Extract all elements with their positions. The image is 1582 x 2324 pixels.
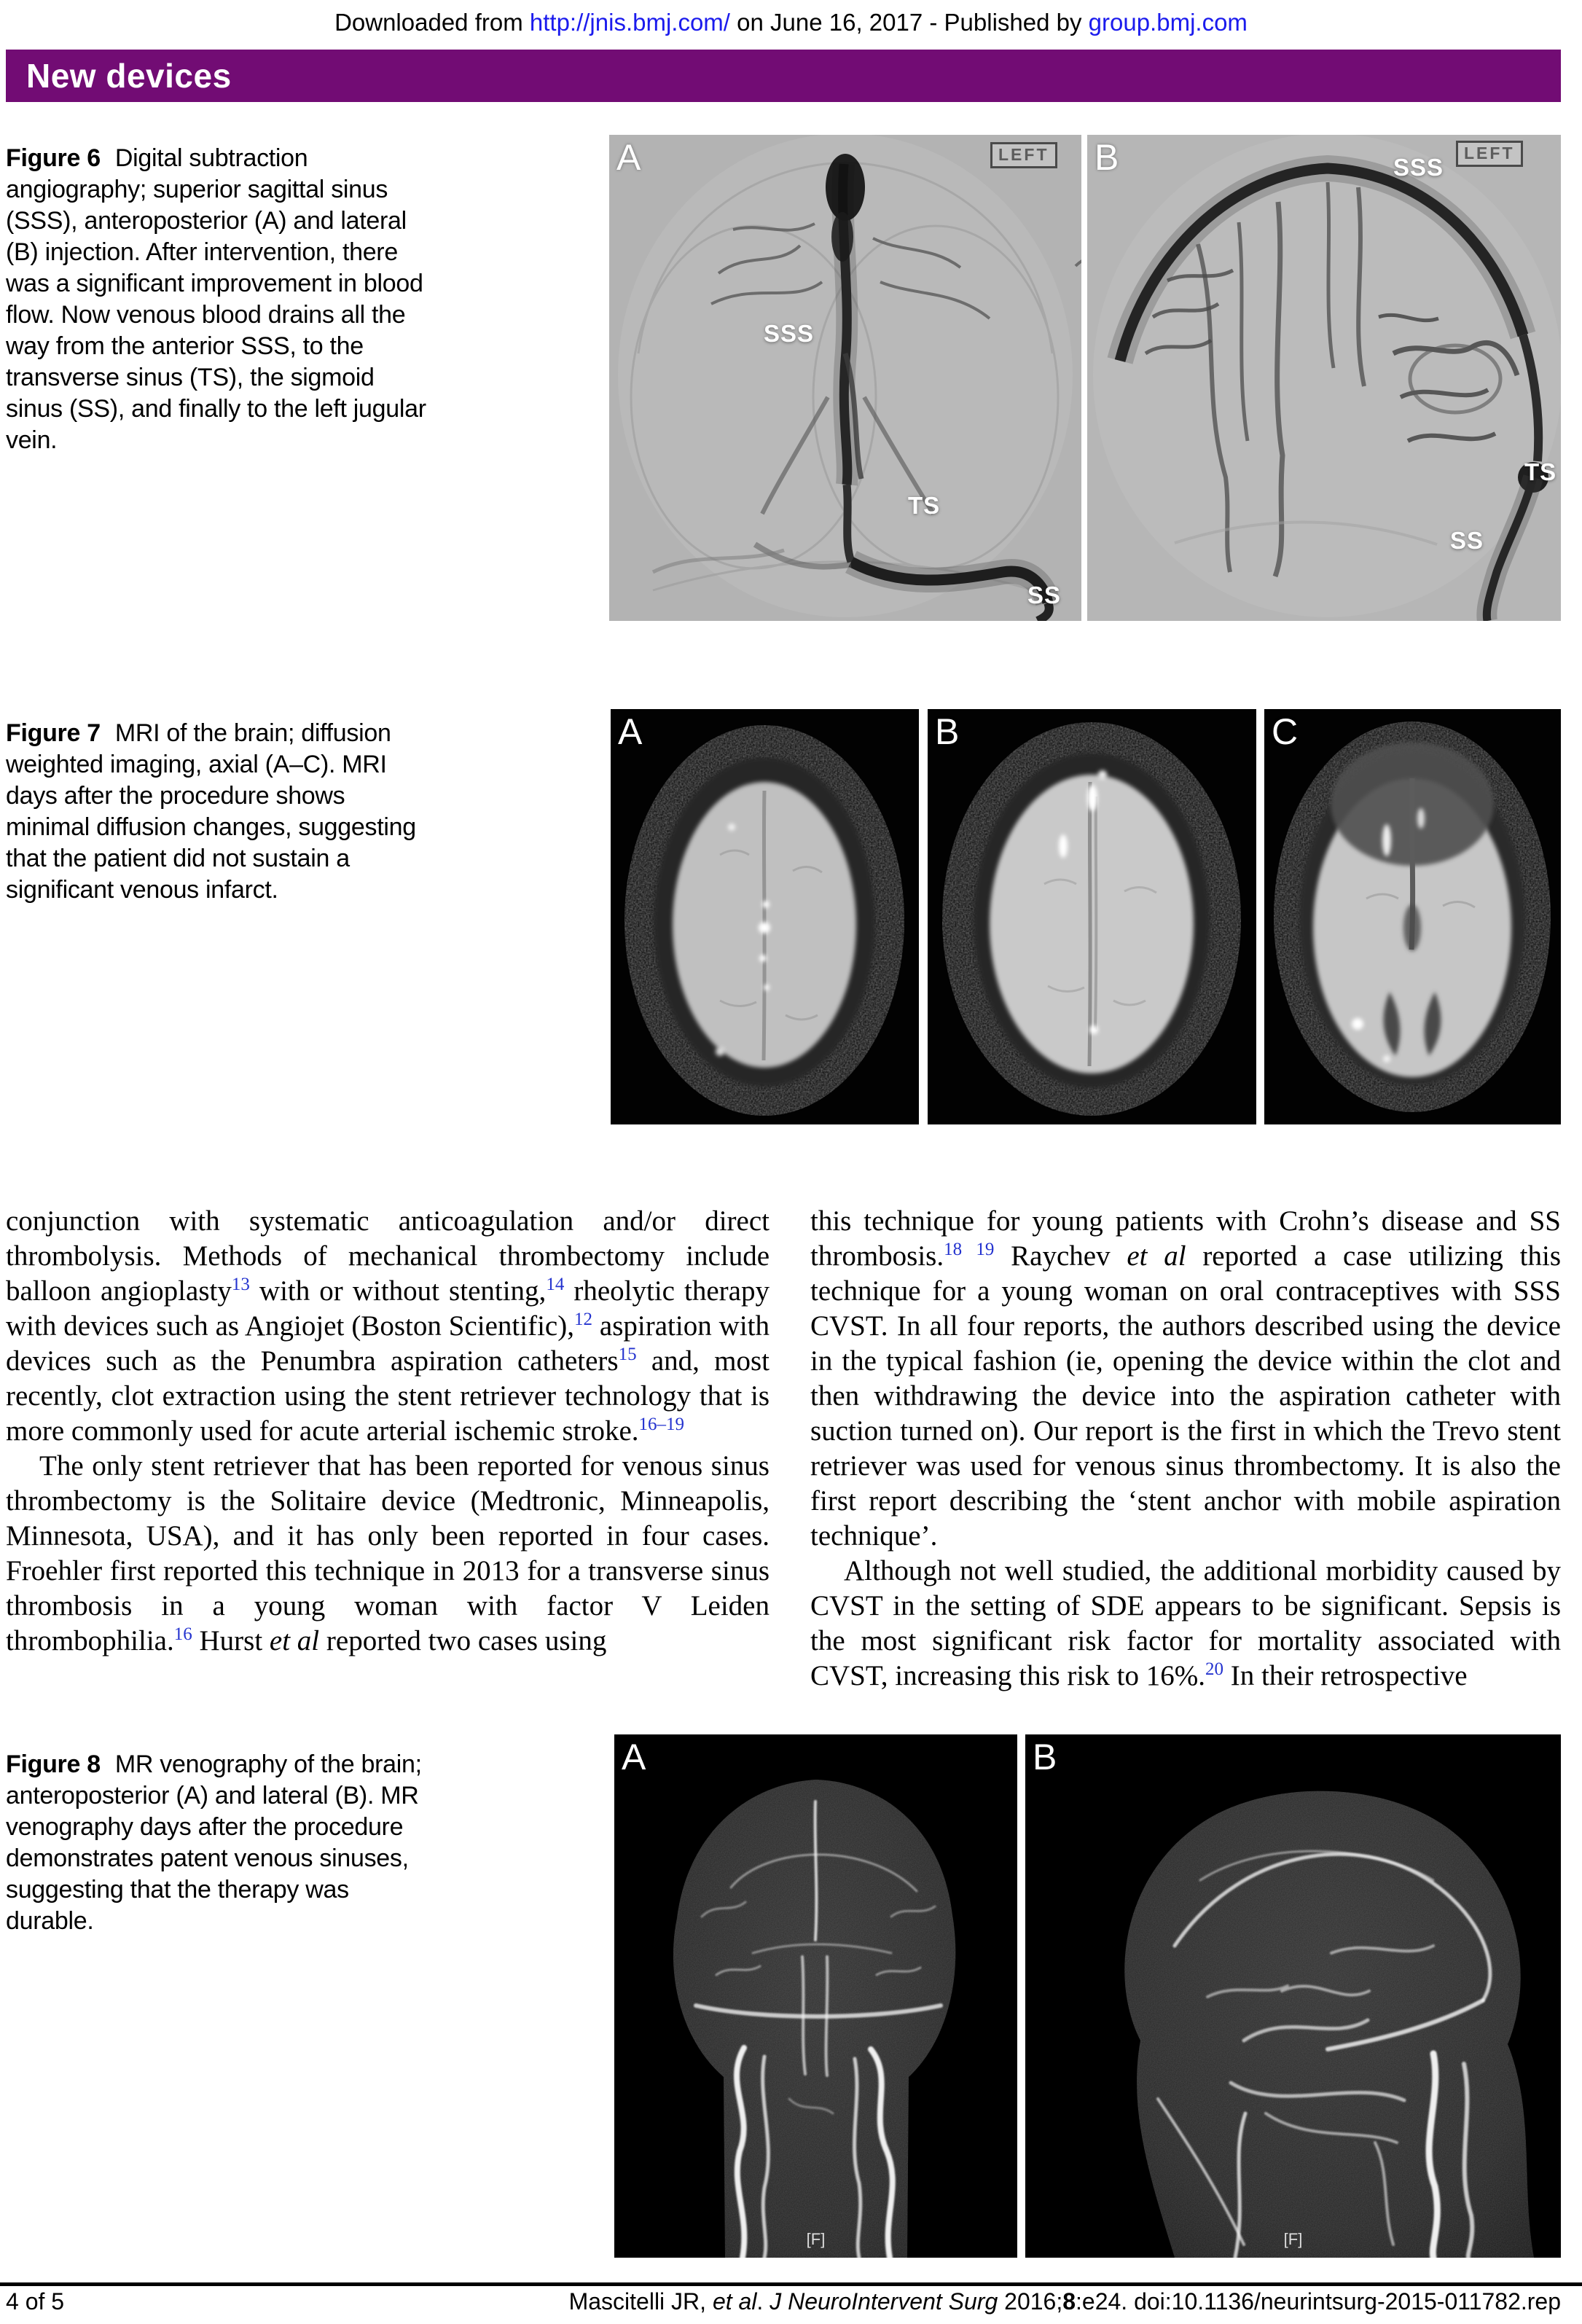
footer-rule [0,2282,1582,2286]
figure7-caption-text: MRI of the brain; diffusion weighted imaging, axial (A–C). MRI days after the procedure shows minimal diffusion changes, suggesting that the patient did not sustain a significant venous infarct. [6,719,416,904]
figure8-caption-text: MR venography of the brain; anteroposterior (A) and lateral (B). MR venography days after the procedure demonstrates patent venous sinuses, suggesting that the therapy was durable. [6,1750,422,1935]
text-run: 8 [1062,2288,1076,2315]
text-run: this technique for young patients with Crohn’s disease and SS thrombosis. [810,1205,1561,1272]
figure7-caption [6,718,434,906]
jnis-url-link[interactable]: http://jnis.bmj.com/ [529,9,730,36]
citation-reference-link[interactable]: 12 [573,1310,592,1329]
figure8-panel-a-letter: A [622,1737,646,1777]
text-run: The only stent retriever that has been reported for venous sinus thrombectomy is the Solitaire device (Medtronic, Minneapolis, Minnesota, USA), and it has only been reported in four cases. Froehler first reported this technique in 2013 for a transverse sinus thrombosis in a young woman with factor V Leiden thrombophilia. [6,1450,770,1656]
text-run: 2016; [998,2288,1063,2315]
download-header-prefix: Downloaded from [334,9,530,36]
citation-reference-link[interactable]: 14 [546,1275,565,1294]
figure6-caption-label: Figure 6 [6,144,101,172]
figure6-panel-b-letter: B [1095,137,1119,178]
download-header-middle: on June 16, 2017 - Published by [729,9,1089,36]
figure8-caption [6,1749,434,1937]
body-column-left [6,1204,770,1659]
text-run: Hurst [192,1625,270,1656]
mr-venogram-ap-image [614,1734,1017,2258]
figure8-panel-b-letter: B [1033,1737,1057,1777]
text-run: rheolytic therapy with devices such as Angiojet (Boston Scientific), [6,1275,770,1342]
left-orientation-marker: LEFT [990,142,1057,168]
text-run: conjunction with systematic anticoagulation and/or direct thrombolysis. Methods of mechanical thrombectomy include balloon angioplasty [6,1205,770,1307]
citation-reference-link[interactable]: 13 [231,1275,250,1294]
ss-label: SS [1450,527,1484,554]
mr-venogram-lateral-image [1025,1734,1561,2258]
citation-reference-link[interactable]: 16 [173,1624,192,1644]
ss-label: SS [1027,582,1062,609]
text-run: Raychev [994,1240,1127,1272]
ts-label: TS [908,492,941,519]
citation [569,2288,1561,2315]
mri-dwi-image [611,709,919,1124]
text-run: Mascitelli JR, [568,2288,713,2315]
text-run: with or without stenting, [249,1275,547,1307]
text-run: reported two cases using [319,1625,607,1656]
section-banner [6,50,1561,102]
dsa-ap-image [609,135,1081,621]
paragraph [810,1554,1561,1694]
text-run: et al [712,2288,757,2315]
mri-dwi-image [928,709,1256,1124]
body-column-right [810,1204,1561,1694]
figure6-caption-text: Digital subtraction angiography; superior sagittal sinus (SSS), anteroposterior (A) and lateral (B) injection. After intervention, there was a significant improvement in blood flow. Now venous blood drains all the way from the anterior SSS, to the transverse sinus (TS), the sigmoid sinus (SS), and finally to the left jugular vein. [6,144,426,454]
figure6-panel-a [609,135,1081,621]
text-run: aspiration with devices such as the Penumbra aspiration catheters [6,1310,770,1377]
figure7-panel-c [1264,709,1561,1124]
dsa-lateral-image [1087,135,1561,621]
paragraph [810,1204,1561,1554]
figure6-panel-b [1087,135,1561,621]
figure7-panel-a [611,709,919,1124]
figure8-caption-label: Figure 8 [6,1750,101,1778]
citation-reference-link[interactable]: 15 [618,1345,637,1364]
figure7-panel-b [928,709,1256,1124]
figure7-panel-c-letter: C [1272,711,1299,752]
figure7-caption-label: Figure 7 [6,719,101,747]
citation-reference-link[interactable]: 18 19 [944,1240,995,1259]
paragraph [6,1449,770,1659]
citation-reference-link[interactable]: 16–19 [638,1415,685,1434]
text-run: :e24. doi:10.1136/neurintsurg-2015-011782.rep [1076,2288,1561,2315]
text-run: Although not well studied, the additional morbidity caused by CVST in the setting of SDE appears to be significant. Sepsis is the most significant risk factor for mortality associated with CVST, increasing this risk to 16%. [810,1555,1561,1691]
f-orientation-marker: [F] [1283,2230,1303,2248]
figure8-panel-a [614,1734,1017,2258]
figure6-caption [6,143,434,456]
paragraph [6,1204,770,1449]
citation-reference-link[interactable]: 20 [1205,1659,1223,1679]
f-orientation-marker: [F] [806,2230,826,2248]
left-orientation-marker: LEFT [1456,141,1523,167]
page-number: 4 of 5 [6,2288,65,2315]
ts-label: TS [1524,458,1557,485]
text-run: and, most recently, clot extraction using the stent retriever technology that is more commonly used for acute arterial ischemic stroke. [6,1345,770,1447]
figure8-panel-b [1025,1734,1561,2258]
figure7-panel-b-letter: B [935,711,960,752]
footer [6,2288,1561,2315]
text-run: In their retrospective [1223,1660,1468,1691]
mri-dwi-image [1264,709,1561,1124]
text-run: . [756,2288,770,2315]
figure7-panel-a-letter: A [618,711,643,752]
text-run: reported a case utilizing this technique for a young woman on oral contraceptives with SSS CVST. In all four reports, the authors described using the device in the typical fashion (ie, opening the device within the clot and then withdrawing the device into the aspiration catheter with suction turned on). Our report is the first in which the Trevo stent retriever was used for venous sinus thrombectomy. It is also the first report describing the ‘stent anchor with mobile aspiration technique’. [810,1240,1562,1552]
text-run: J NeuroIntervent Surg [770,2288,998,2315]
sss-label: SSS [764,320,815,347]
figure6-panel-a-letter: A [616,137,641,178]
section-banner-title: New devices [26,57,232,95]
text-run: et al [269,1625,320,1656]
sss-label: SSS [1393,154,1444,181]
text-run: et al [1127,1240,1186,1272]
download-header [0,9,1582,36]
publisher-url-link[interactable]: group.bmj.com [1088,9,1248,36]
